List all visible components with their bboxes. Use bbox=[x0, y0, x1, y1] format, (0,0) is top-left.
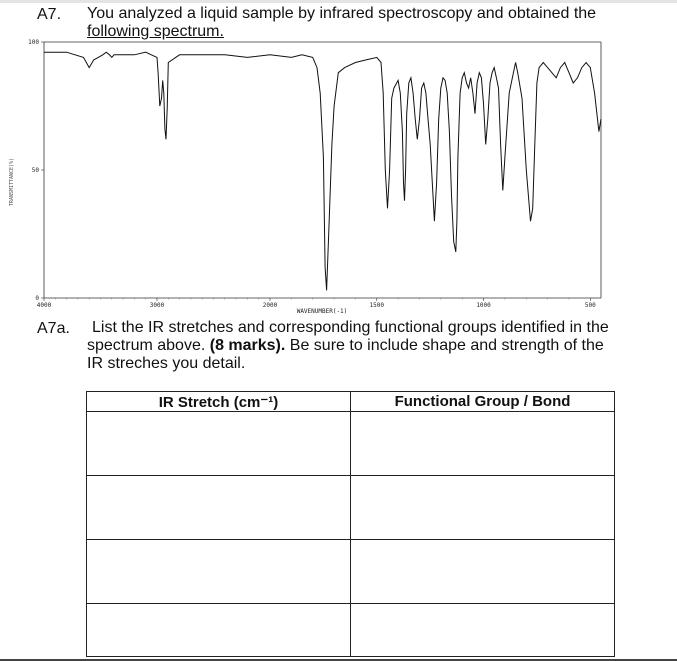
subquestion-text-line3: IR streches you detail. bbox=[87, 355, 246, 372]
subquestion-line2-end: Be sure to include shape and strength of the bbox=[289, 337, 604, 354]
subquestion-number: A7a. bbox=[37, 320, 70, 337]
answer-cell-stretch[interactable] bbox=[87, 412, 351, 476]
subquestion-line2-start: spectrum above. bbox=[87, 337, 206, 354]
x-tick-label: 3000 bbox=[149, 302, 165, 309]
page-top-border bbox=[0, 0, 677, 3]
subquestion-text-line2 bbox=[87, 337, 604, 355]
table-row bbox=[87, 540, 615, 604]
column-header-ir-stretch: IR Stretch (cm⁻¹) bbox=[87, 392, 351, 412]
plot-frame bbox=[44, 42, 601, 298]
answer-cell-stretch[interactable] bbox=[87, 604, 351, 657]
marks-label: (8 marks). bbox=[209, 337, 286, 354]
table-row bbox=[87, 412, 615, 476]
table-row bbox=[87, 604, 615, 657]
answer-cell-stretch[interactable] bbox=[87, 540, 351, 604]
answer-cell-group[interactable] bbox=[351, 540, 615, 604]
question-text-line2: following spectrum. bbox=[87, 23, 224, 40]
x-tick-label: 500 bbox=[584, 302, 596, 309]
x-tick-label: 1500 bbox=[369, 302, 385, 309]
y-axis-label: TRANSMITTANCE(%) bbox=[9, 157, 15, 207]
column-header-functional-group: Functional Group / Bond bbox=[351, 392, 615, 412]
answer-table bbox=[86, 391, 615, 657]
spectrum-series-line bbox=[44, 52, 601, 290]
question-number: A7. bbox=[37, 6, 62, 23]
y-tick-label: 100 bbox=[28, 39, 39, 46]
x-tick-label: 1000 bbox=[476, 302, 491, 309]
subquestion-text-line1: List the IR stretches and corresponding functional groups identified in the bbox=[92, 319, 609, 336]
x-axis-label: WAVENUMBER(-1) bbox=[296, 308, 348, 315]
x-tick-label: 2000 bbox=[262, 302, 278, 309]
y-axis-ticks bbox=[28, 39, 44, 302]
question-text-line1: You analyzed a liquid sample by infrared spectroscopy and obtained the bbox=[87, 5, 597, 22]
x-tick-label: 4000 bbox=[36, 302, 52, 309]
answer-cell-group[interactable] bbox=[351, 604, 615, 657]
answer-cell-stretch[interactable] bbox=[87, 476, 351, 540]
ir-spectrum-chart bbox=[0, 36, 677, 321]
table-row bbox=[87, 476, 615, 540]
y-tick-label: 0 bbox=[35, 295, 39, 302]
answer-cell-group[interactable] bbox=[351, 476, 615, 540]
answer-cell-group[interactable] bbox=[351, 412, 615, 476]
y-tick-label: 50 bbox=[31, 167, 39, 174]
